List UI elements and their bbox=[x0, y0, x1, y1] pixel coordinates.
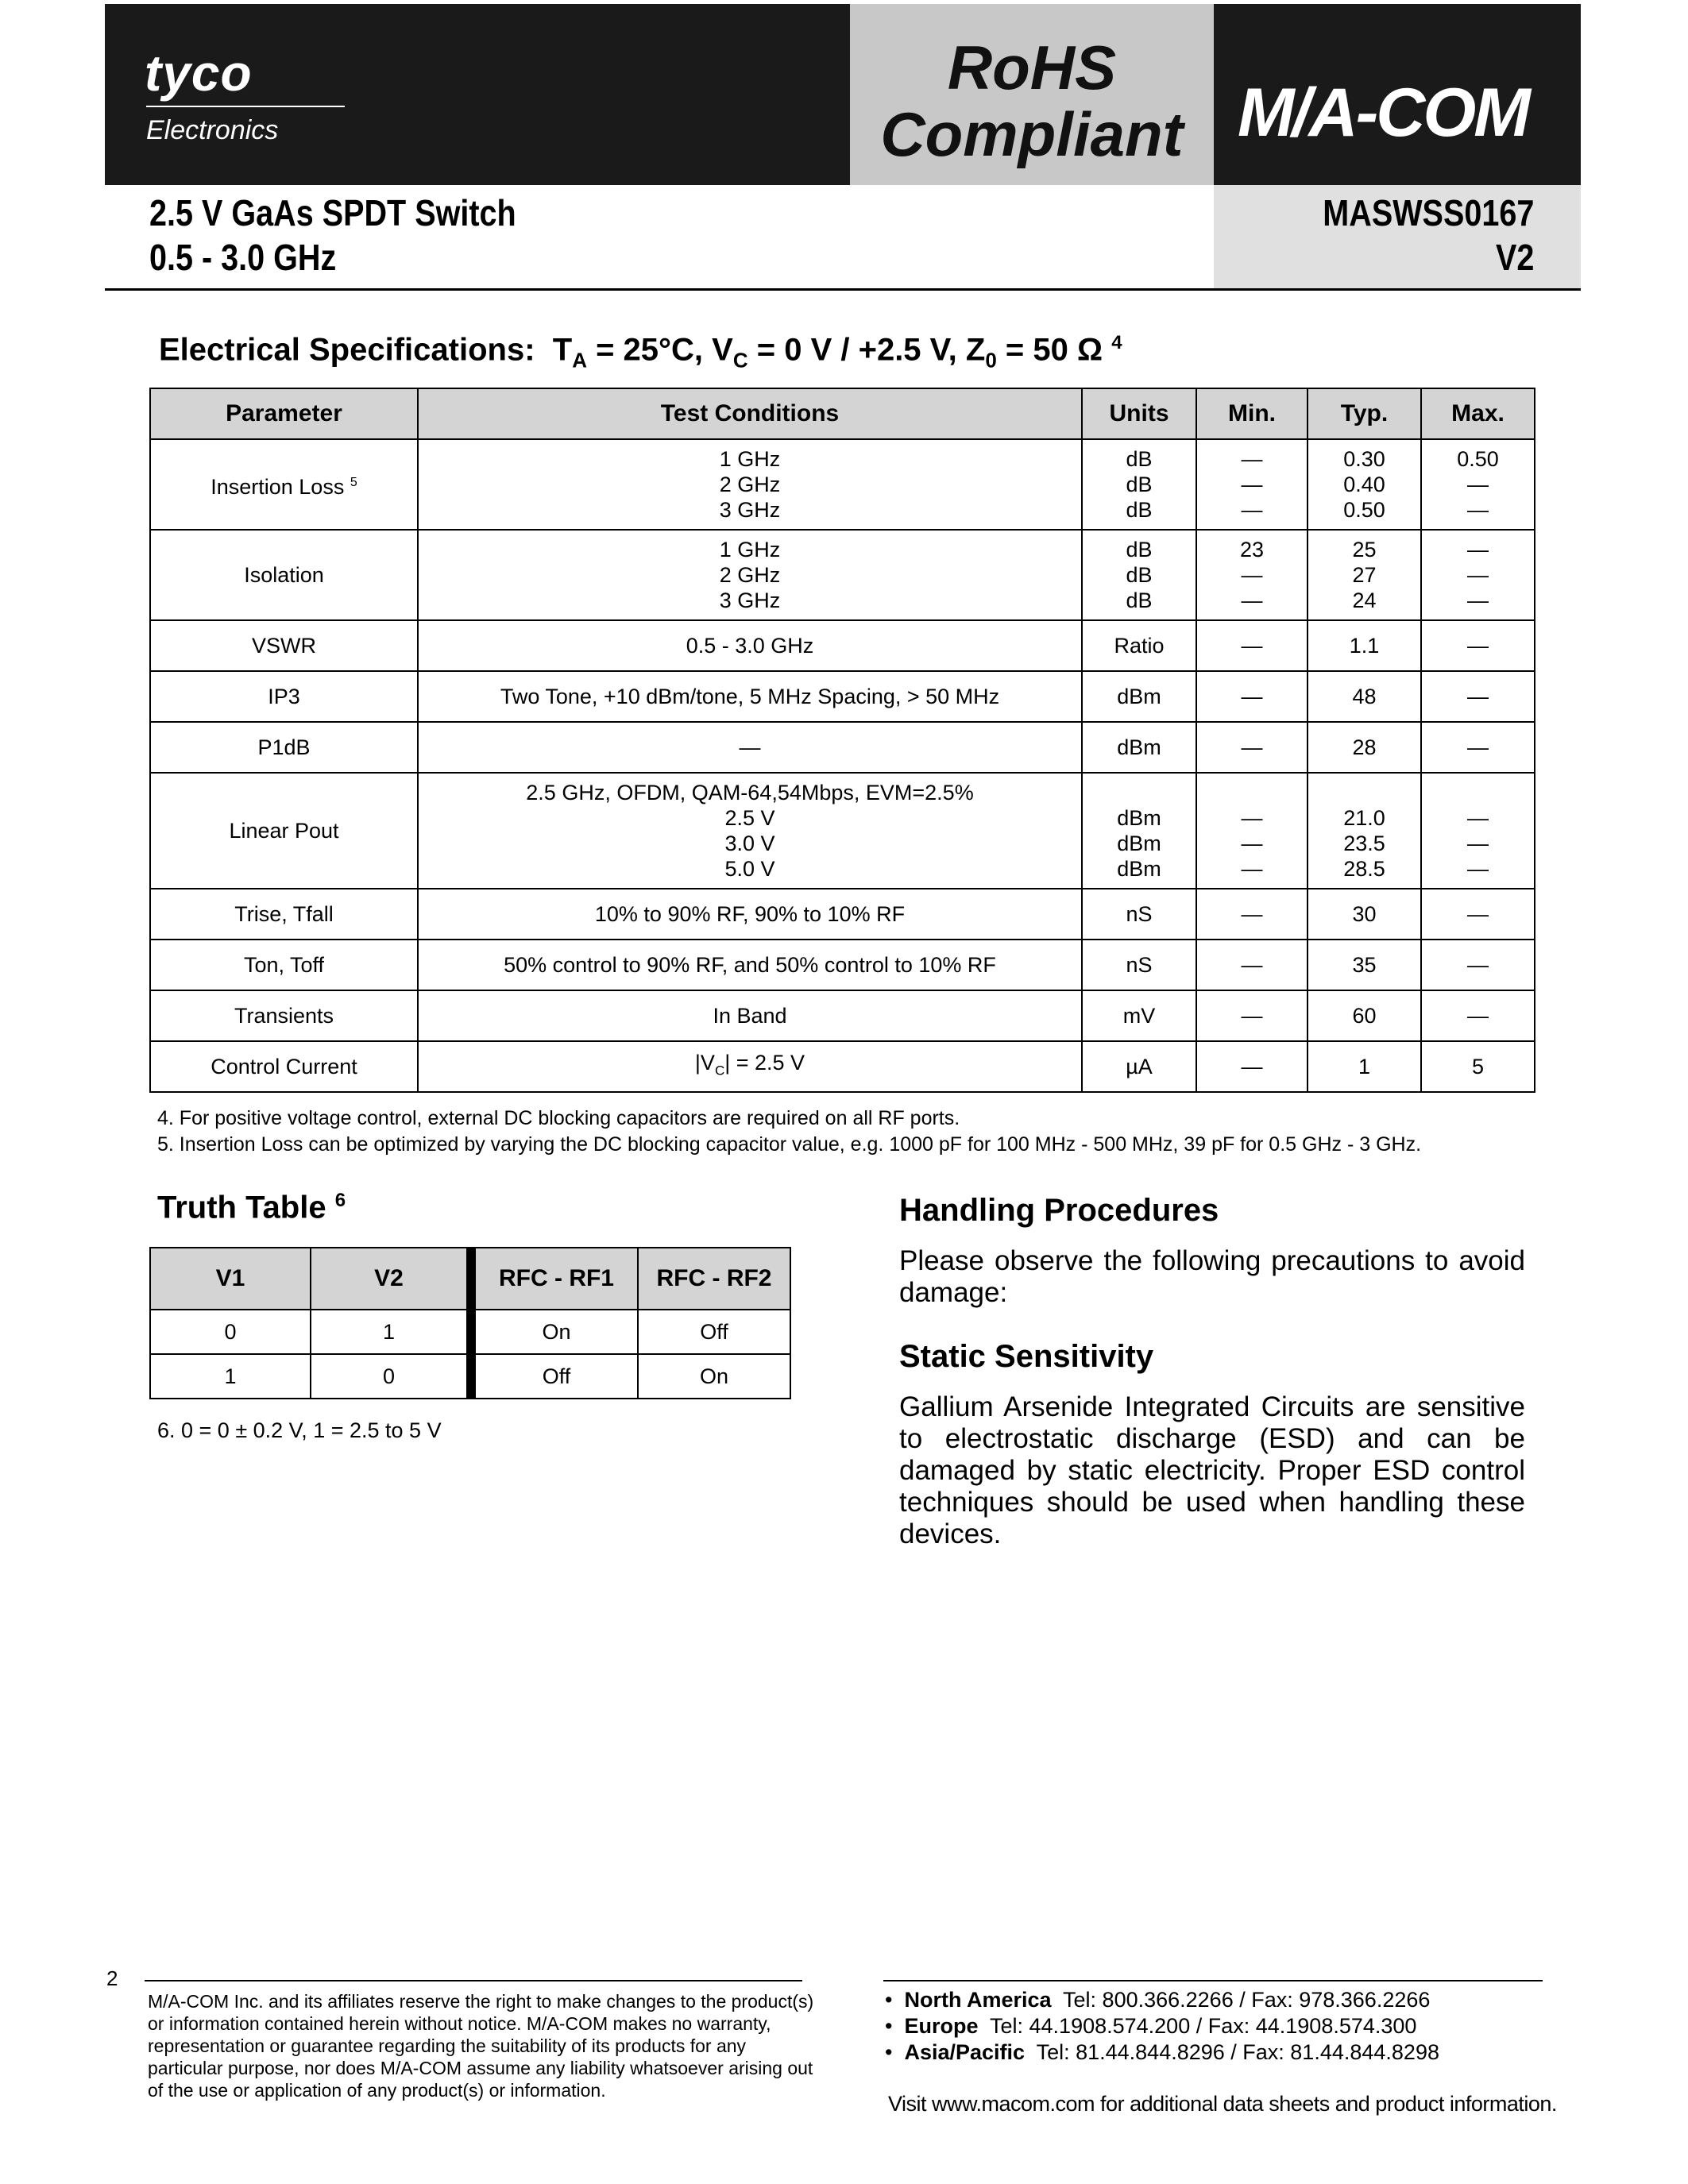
typ-cell: 1 bbox=[1308, 1041, 1421, 1092]
typ-cell bbox=[1308, 773, 1421, 889]
min-line: — bbox=[1241, 563, 1263, 587]
param-footnote-ref: 5 bbox=[350, 475, 357, 489]
typ-line: 28 bbox=[1352, 735, 1377, 759]
typ-line: 24 bbox=[1352, 588, 1377, 612]
max-cell: 5 bbox=[1421, 1041, 1535, 1092]
document-title bbox=[149, 191, 516, 280]
units-cell bbox=[1082, 671, 1196, 722]
min-line bbox=[1200, 780, 1304, 805]
max-line bbox=[1425, 780, 1531, 805]
condition-line: Two Tone, +10 dBm/tone, 5 MHz Spacing, > 50 MHz bbox=[500, 685, 1000, 708]
max-line: 0.50 bbox=[1457, 447, 1499, 471]
max-cell bbox=[1421, 940, 1535, 990]
footnote-5: 5. Insertion Loss can be optimized by varying the DC blocking capacitor value, e.g. 1000 pF for 100 MHz - 500 MHz, 39 pF for 0.5 GHz - 3 GHz. bbox=[157, 1133, 1422, 1156]
param-label: P1dB bbox=[257, 735, 311, 759]
min-cell bbox=[1196, 990, 1308, 1041]
min-cell bbox=[1196, 773, 1308, 889]
table-row bbox=[150, 620, 1535, 671]
table-row bbox=[150, 671, 1535, 722]
min-cell bbox=[1196, 671, 1308, 722]
condition-line: 50% control to 90% RF, and 50% control to 10% RF bbox=[504, 953, 996, 977]
min-cell bbox=[1196, 439, 1308, 530]
electrical-specs-table bbox=[149, 388, 1535, 1093]
min-line: — bbox=[1241, 902, 1263, 926]
param-label: Trise, Tfall bbox=[234, 902, 334, 926]
static-heading: Static Sensitivity bbox=[899, 1339, 1154, 1374]
typ-line: 1.1 bbox=[1349, 634, 1380, 658]
truth-heading-text: Truth Table bbox=[157, 1190, 335, 1225]
max-line: — bbox=[1467, 538, 1489, 561]
cc-cond-sub: C bbox=[714, 1063, 725, 1078]
condition-cell bbox=[418, 1041, 1082, 1092]
units-cell bbox=[1082, 620, 1196, 671]
max-line: — bbox=[1467, 634, 1489, 658]
tyco-logo-subtitle: Electronics bbox=[146, 115, 279, 145]
heading-t-val: = 25°C, V bbox=[586, 332, 733, 368]
heading-t: T bbox=[552, 332, 573, 368]
typ-cell bbox=[1308, 940, 1421, 990]
max-cell bbox=[1421, 530, 1535, 620]
param-cell bbox=[150, 722, 418, 773]
table-row bbox=[150, 990, 1535, 1041]
typ-line: 48 bbox=[1352, 685, 1377, 708]
handling-heading: Handling Procedures bbox=[899, 1193, 1219, 1228]
col-header: Parameter bbox=[150, 388, 418, 439]
contact-text: Tel: 800.366.2266 / Fax: 978.366.2266 bbox=[1063, 1988, 1431, 2012]
max-line: — bbox=[1467, 857, 1489, 881]
condition-cell bbox=[418, 620, 1082, 671]
units-line: nS bbox=[1126, 953, 1153, 977]
typ-cell bbox=[1308, 889, 1421, 940]
condition-cell bbox=[418, 671, 1082, 722]
logo-divider bbox=[146, 106, 345, 107]
units-cell bbox=[1082, 889, 1196, 940]
min-cell bbox=[1196, 620, 1308, 671]
condition-line: 1 GHz bbox=[719, 447, 781, 471]
title-line1: 2.5 V GaAs SPDT Switch bbox=[149, 192, 516, 233]
macom-logo: M/A-COM bbox=[1238, 75, 1528, 151]
table-row bbox=[150, 1354, 790, 1399]
min-cell bbox=[1196, 889, 1308, 940]
heading-t-sub: A bbox=[572, 348, 587, 372]
units-line: mV bbox=[1122, 1004, 1156, 1028]
typ-cell bbox=[1308, 439, 1421, 530]
min-line: — bbox=[1241, 473, 1263, 496]
min-line: — bbox=[1241, 953, 1263, 977]
units-line: dB bbox=[1126, 563, 1153, 587]
rohs-line1: RoHS bbox=[947, 33, 1117, 102]
units-line: dBm bbox=[1117, 806, 1161, 830]
cell: 1 bbox=[150, 1354, 311, 1399]
table-row bbox=[150, 773, 1535, 889]
max-cell bbox=[1421, 671, 1535, 722]
cc-cond-post: | = 2.5 V bbox=[724, 1050, 805, 1075]
col-header: Test Conditions bbox=[418, 388, 1082, 439]
col-header: RFC - RF1 bbox=[471, 1248, 638, 1310]
condition-cell bbox=[418, 889, 1082, 940]
heading-prefix: Electrical Specifications: bbox=[159, 332, 535, 368]
part-number-block bbox=[1323, 191, 1534, 280]
max-line: — bbox=[1467, 953, 1489, 977]
truth-footnote: 6. 0 = 0 ± 0.2 V, 1 = 2.5 to 5 V bbox=[157, 1418, 442, 1442]
max-cell bbox=[1421, 620, 1535, 671]
max-line: — bbox=[1467, 685, 1489, 708]
table-row bbox=[150, 1310, 790, 1354]
min-cell bbox=[1196, 530, 1308, 620]
condition-line: 2.5 GHz, OFDM, QAM-64,54Mbps, EVM=2.5% bbox=[526, 781, 974, 805]
contact-asia-pacific: • Asia/Pacific Tel: 81.44.844.8296 / Fax: 81.44.844.8298 bbox=[885, 2040, 1439, 2064]
truth-table-heading bbox=[157, 1190, 346, 1225]
max-cell bbox=[1421, 889, 1535, 940]
page-number: 2 bbox=[106, 1966, 118, 1990]
typ-cell bbox=[1308, 671, 1421, 722]
min-line: — bbox=[1241, 634, 1263, 658]
typ-line: 60 bbox=[1352, 1004, 1377, 1028]
col-header: Max. bbox=[1421, 388, 1535, 439]
condition-line: 1 GHz bbox=[719, 538, 781, 561]
min-line: — bbox=[1241, 685, 1263, 708]
handling-text: Please observe the following precautions to avoid damage: bbox=[899, 1245, 1525, 1308]
cell: 0 bbox=[311, 1354, 471, 1399]
max-line: — bbox=[1467, 902, 1489, 926]
typ-cell bbox=[1308, 530, 1421, 620]
min-line: — bbox=[1241, 735, 1263, 759]
condition-line: 2 GHz bbox=[719, 563, 781, 587]
min-cell bbox=[1196, 940, 1308, 990]
typ-cell bbox=[1308, 620, 1421, 671]
condition-line: 3 GHz bbox=[719, 498, 781, 522]
min-cell bbox=[1196, 722, 1308, 773]
condition-line: 2.5 V bbox=[724, 806, 775, 830]
contact-label: North America bbox=[904, 1988, 1052, 2012]
contact-europe: • Europe Tel: 44.1908.574.200 / Fax: 44.1908.574.300 bbox=[885, 2014, 1417, 2038]
units-line: dBm bbox=[1117, 832, 1161, 855]
units-cell bbox=[1082, 773, 1196, 889]
typ-line: 0.40 bbox=[1343, 473, 1385, 496]
units-line: Ratio bbox=[1114, 634, 1165, 658]
heading-z-sub: 0 bbox=[985, 348, 997, 372]
max-line: — bbox=[1467, 1004, 1489, 1028]
condition-line: In Band bbox=[713, 1004, 787, 1028]
footer-disclaimer: M/A-COM Inc. and its affiliates reserve the right to make changes to the product(s) or information contained herein without notice. M/A-COM makes no warranty, representation or guarantee regarding the suitability of its products for any particular purpose, nor does M/A-COM assume any liability whatsoever arising out of the use or application of any product(s) or information. bbox=[148, 1991, 814, 2101]
typ-line: 21.0 bbox=[1343, 806, 1385, 830]
min-line: — bbox=[1241, 832, 1263, 855]
max-line: — bbox=[1467, 832, 1489, 855]
condition-cell bbox=[418, 530, 1082, 620]
heading-v-sub: C bbox=[732, 348, 748, 372]
title-divider bbox=[105, 288, 1581, 291]
electrical-specs-heading bbox=[159, 332, 1122, 372]
col-header: Units bbox=[1082, 388, 1196, 439]
heading-note-ref: 4 bbox=[1111, 332, 1122, 353]
max-cell bbox=[1421, 773, 1535, 889]
condition-cell bbox=[418, 439, 1082, 530]
tyco-logo: tyco bbox=[145, 44, 253, 102]
max-line: — bbox=[1467, 473, 1489, 496]
typ-line: 25 bbox=[1352, 538, 1377, 561]
max-line: — bbox=[1467, 588, 1489, 612]
max-cell bbox=[1421, 990, 1535, 1041]
condition-line: 0.5 - 3.0 GHz bbox=[686, 634, 814, 658]
website-notice: Visit www.macom.com for additional data sheets and product information. bbox=[888, 2092, 1557, 2116]
param-label: Insertion Loss bbox=[211, 474, 345, 499]
contact-text: Tel: 81.44.844.8296 / Fax: 81.44.844.8298 bbox=[1036, 2040, 1439, 2064]
cell: On bbox=[638, 1354, 790, 1399]
units-line: dBm bbox=[1117, 685, 1161, 708]
units-cell: µA bbox=[1082, 1041, 1196, 1092]
min-line: — bbox=[1241, 1004, 1263, 1028]
footer-divider-left bbox=[145, 1980, 802, 1981]
table-row bbox=[150, 1041, 1535, 1092]
contact-text: Tel: 44.1908.574.200 / Fax: 44.1908.574.300 bbox=[990, 2014, 1417, 2038]
cell: Off bbox=[638, 1310, 790, 1354]
max-line: — bbox=[1467, 806, 1489, 830]
units-line: dB bbox=[1126, 588, 1153, 612]
heading-z-val: = 50 Ω bbox=[996, 332, 1112, 368]
units-cell bbox=[1082, 940, 1196, 990]
table-row bbox=[150, 439, 1535, 530]
table-row bbox=[150, 889, 1535, 940]
typ-line bbox=[1311, 780, 1417, 805]
param-label: Ton, Toff bbox=[243, 953, 325, 977]
param-label: Transients bbox=[234, 1004, 334, 1028]
typ-line: 0.30 bbox=[1343, 447, 1385, 471]
min-line: — bbox=[1241, 588, 1263, 612]
contact-label: Europe bbox=[904, 2014, 979, 2038]
condition-cell bbox=[418, 940, 1082, 990]
units-line: dBm bbox=[1117, 857, 1161, 881]
heading-v-val: = 0 V / +2.5 V, Z bbox=[747, 332, 986, 368]
units-line bbox=[1086, 780, 1192, 805]
rohs-badge bbox=[850, 4, 1214, 185]
units-cell bbox=[1082, 722, 1196, 773]
units-line: dB bbox=[1126, 498, 1153, 522]
cc-cond-pre: |V bbox=[694, 1050, 715, 1075]
max-line: — bbox=[1467, 735, 1489, 759]
param-cell bbox=[150, 940, 418, 990]
param-cell bbox=[150, 530, 418, 620]
param-label: IP3 bbox=[268, 685, 300, 708]
table-header-row bbox=[150, 388, 1535, 439]
truth-header-row bbox=[150, 1248, 790, 1310]
truth-table bbox=[149, 1247, 791, 1399]
max-cell bbox=[1421, 722, 1535, 773]
typ-cell bbox=[1308, 990, 1421, 1041]
col-header: Typ. bbox=[1308, 388, 1421, 439]
units-line: dB bbox=[1126, 447, 1153, 471]
param-cell bbox=[150, 773, 418, 889]
spec-footnotes bbox=[157, 1106, 1421, 1158]
version: V2 bbox=[1495, 237, 1534, 278]
typ-line: 35 bbox=[1352, 953, 1377, 977]
param-label: Isolation bbox=[244, 563, 324, 587]
condition-line: 10% to 90% RF, 90% to 10% RF bbox=[594, 902, 906, 926]
col-header: RFC - RF2 bbox=[638, 1248, 790, 1310]
condition-cell bbox=[418, 990, 1082, 1041]
units-line: nS bbox=[1126, 902, 1153, 926]
condition-line: 3 GHz bbox=[719, 588, 781, 612]
col-header: V2 bbox=[311, 1248, 471, 1310]
condition-cell bbox=[418, 773, 1082, 889]
param-cell bbox=[150, 671, 418, 722]
min-cell: — bbox=[1196, 1041, 1308, 1092]
footnote-4: 4. For positive voltage control, external DC blocking capacitors are required on all RF ports. bbox=[157, 1107, 960, 1129]
title-line2: 0.5 - 3.0 GHz bbox=[149, 237, 337, 278]
condition-cell bbox=[418, 722, 1082, 773]
min-line: 23 bbox=[1239, 538, 1265, 561]
param-cell: Control Current bbox=[150, 1041, 418, 1092]
table-row bbox=[150, 530, 1535, 620]
cell: 1 bbox=[311, 1310, 471, 1354]
max-cell bbox=[1421, 439, 1535, 530]
typ-cell bbox=[1308, 722, 1421, 773]
units-cell bbox=[1082, 990, 1196, 1041]
col-header: Min. bbox=[1196, 388, 1308, 439]
rohs-line2: Compliant bbox=[880, 99, 1184, 169]
typ-line: 23.5 bbox=[1343, 832, 1385, 855]
static-text: Gallium Arsenide Integrated Circuits are sensitive to electrostatic discharge (ESD) and can be damaged by static electricity. Proper ESD control techniques should be used when handling these devices. bbox=[899, 1391, 1525, 1549]
cell: On bbox=[471, 1310, 638, 1354]
max-line: — bbox=[1467, 498, 1489, 522]
footer-divider-right bbox=[883, 1980, 1543, 1981]
min-line: — bbox=[1241, 857, 1263, 881]
cell: Off bbox=[471, 1354, 638, 1399]
units-line: dBm bbox=[1117, 735, 1161, 759]
units-line: dB bbox=[1126, 473, 1153, 496]
typ-line: 28.5 bbox=[1343, 857, 1385, 881]
col-header: V1 bbox=[150, 1248, 311, 1310]
param-cell bbox=[150, 620, 418, 671]
param-cell bbox=[150, 990, 418, 1041]
table-row bbox=[150, 722, 1535, 773]
condition-line: 2 GHz bbox=[719, 473, 781, 496]
param-cell bbox=[150, 889, 418, 940]
typ-line: 27 bbox=[1352, 563, 1377, 587]
cell: 0 bbox=[150, 1310, 311, 1354]
part-number: MASWSS0167 bbox=[1322, 192, 1534, 233]
contact-north-america: • North America Tel: 800.366.2266 / Fax: 978.366.2266 bbox=[885, 1988, 1431, 2012]
max-line: — bbox=[1467, 563, 1489, 587]
header-tyco-panel bbox=[105, 4, 850, 185]
min-line: — bbox=[1241, 806, 1263, 830]
param-label: VSWR bbox=[252, 634, 316, 658]
param-label: Linear Pout bbox=[229, 819, 339, 843]
min-line: — bbox=[1241, 447, 1263, 471]
truth-heading-sup: 6 bbox=[334, 1190, 346, 1211]
min-line: — bbox=[1241, 498, 1263, 522]
param-cell bbox=[150, 439, 418, 530]
table-row bbox=[150, 940, 1535, 990]
units-cell bbox=[1082, 530, 1196, 620]
units-cell bbox=[1082, 439, 1196, 530]
condition-line: 3.0 V bbox=[724, 832, 775, 855]
typ-line: 0.50 bbox=[1343, 498, 1385, 522]
units-line: dB bbox=[1126, 538, 1153, 561]
contact-label: Asia/Pacific bbox=[904, 2040, 1026, 2064]
header-macom-panel bbox=[1214, 4, 1581, 185]
condition-line: 5.0 V bbox=[724, 857, 775, 881]
condition-line: — bbox=[739, 735, 761, 759]
typ-line: 30 bbox=[1352, 902, 1377, 926]
contact-list bbox=[885, 1987, 1439, 2066]
